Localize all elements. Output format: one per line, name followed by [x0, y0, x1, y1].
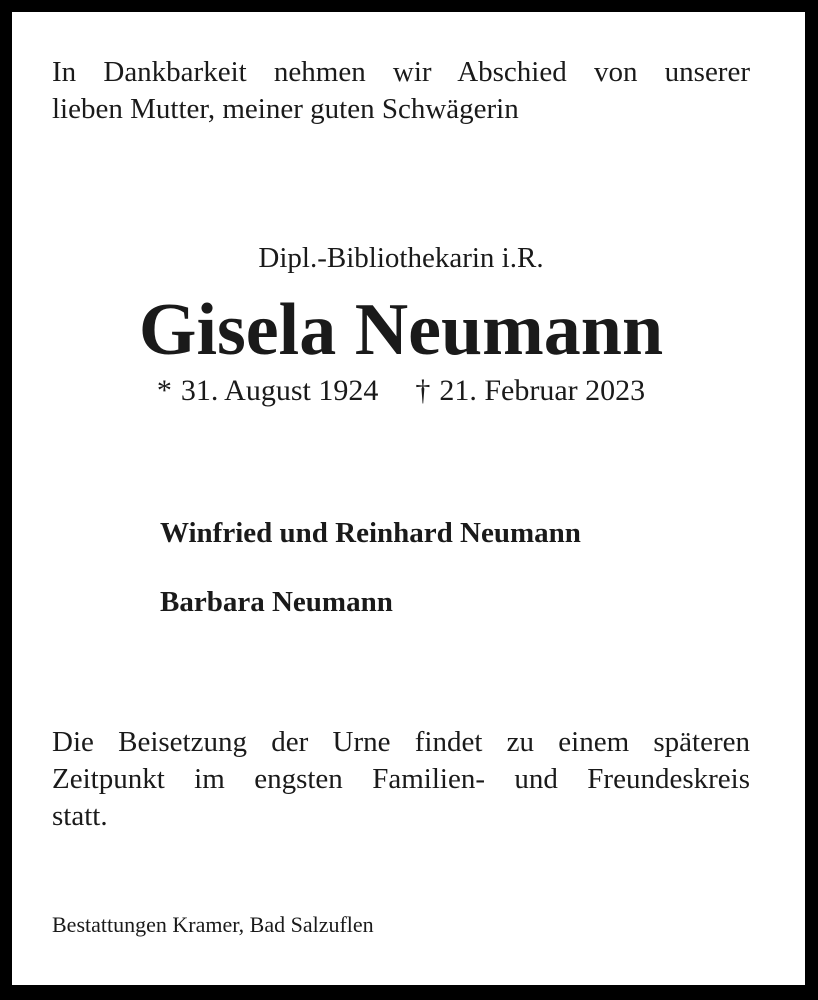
birth-date-group — [157, 374, 379, 407]
closing-line: Die Beisetzung der Urne findet zu einem späteren — [52, 726, 750, 758]
closing-paragraph — [52, 724, 750, 835]
mourners-list — [160, 515, 750, 620]
opening-line: lieben Mutter, meiner guten Schwägerin — [52, 93, 519, 125]
opening-line: In Dankbarkeit nehmen wir Abschied von unserer — [52, 56, 750, 88]
mourner-name: Barbara Neumann — [160, 586, 393, 618]
death-date-group — [415, 373, 645, 409]
birth-star-symbol: * — [156, 374, 172, 407]
profession-line: Dipl.-Bibliothekarin i.R. — [258, 242, 544, 274]
life-dates — [52, 373, 750, 409]
obituary-page — [12, 12, 805, 985]
deceased-name: Gisela Neumann — [138, 289, 664, 371]
death-date: 21. Februar 2023 — [439, 374, 646, 407]
opening-paragraph — [52, 54, 750, 128]
closing-line: Zeitpunkt im engsten Familien- und Freundeskreis — [52, 763, 750, 795]
birth-date: 31. August 1924 — [180, 374, 379, 407]
mourner-name: Winfried und Reinhard Neumann — [160, 517, 581, 549]
death-cross-symbol: † — [415, 374, 431, 407]
closing-line: statt. — [52, 800, 108, 832]
funeral-home-line: Bestattungen Kramer, Bad Salzuflen — [52, 912, 374, 937]
